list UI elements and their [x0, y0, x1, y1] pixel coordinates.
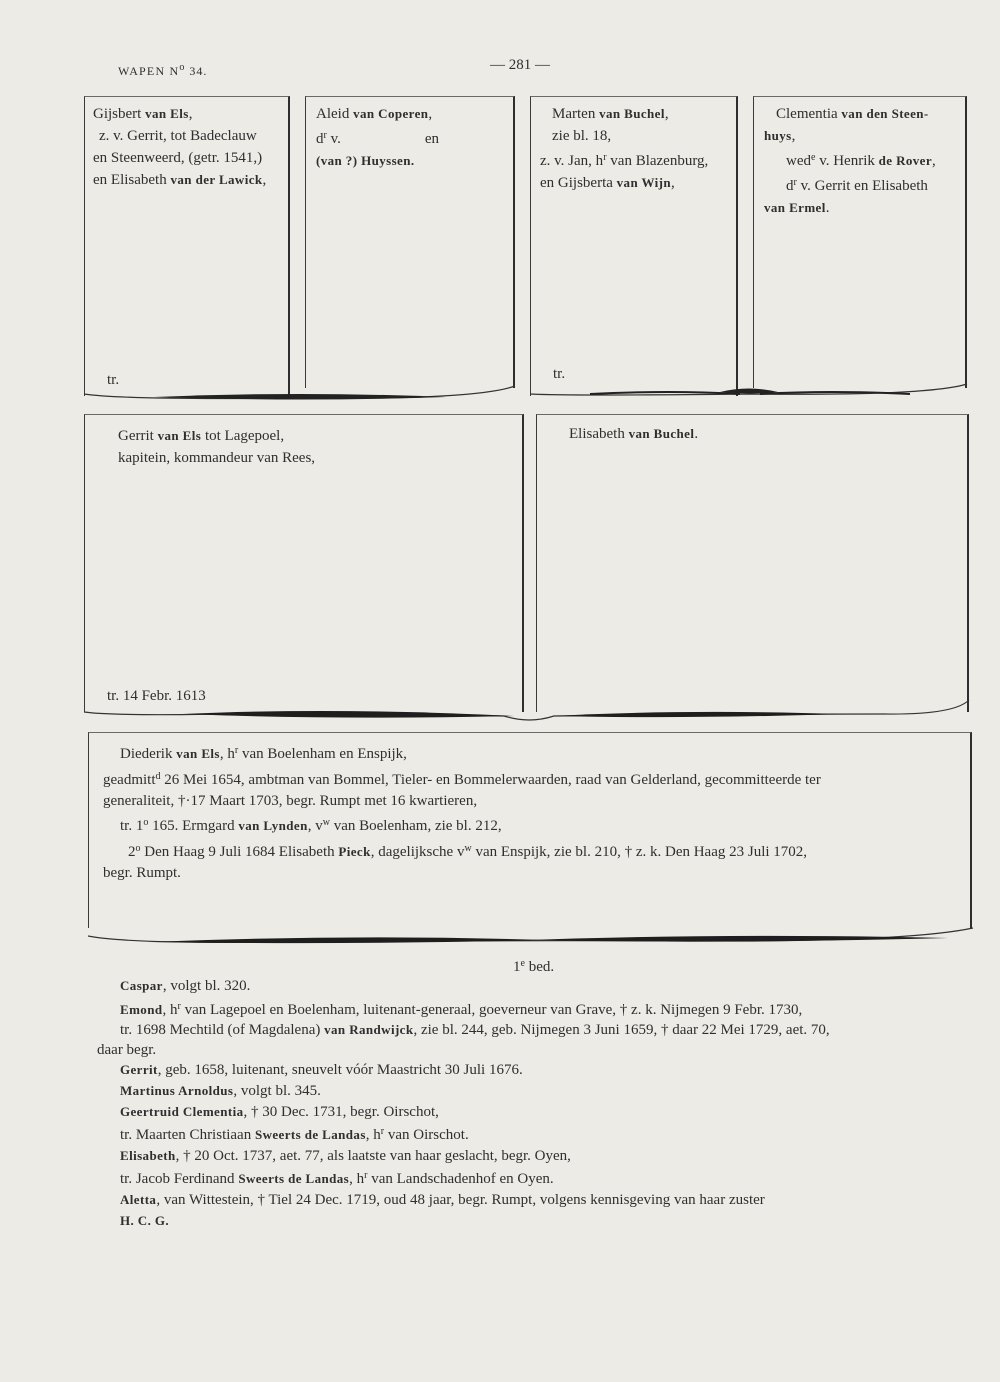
surname: Pieck [338, 844, 371, 859]
sup: r [603, 152, 607, 163]
text: Den Haag 9 Juli 1684 Elisabeth [140, 844, 339, 860]
text: . [694, 426, 699, 442]
text: van Enspijk, zie bl. 210, † z. k. Den Haag 23 Juli 1702, [471, 844, 808, 860]
marriage-label: tr. 14 Febr. 1613 [107, 688, 206, 704]
child-entry [103, 1060, 963, 1081]
surname: van den Steen- [841, 106, 929, 121]
line: begr. Rumpt. [103, 865, 181, 881]
line [93, 103, 288, 125]
child-name: Aletta [120, 1191, 157, 1207]
text: tr. 1698 Mechtild (of Magdalena) [120, 1022, 325, 1039]
sup: r [234, 745, 239, 756]
child-name: Gerrit [120, 1062, 158, 1078]
child-entry [103, 1146, 963, 1167]
line [103, 740, 963, 765]
text: Diederik [120, 746, 177, 762]
line [118, 425, 522, 447]
sup: e [811, 152, 816, 163]
marriage-label: tr. [553, 366, 566, 382]
line [764, 197, 965, 219]
line [764, 147, 965, 172]
parent-box-elisabeth [536, 414, 969, 712]
text: tr. Jacob Ferdinand [120, 1171, 239, 1188]
text: , † 20 Oct. 1737, aet. 77, als laatste van haar geslacht, begr. Oyen, [175, 1147, 571, 1164]
page-number: — 281 — [490, 57, 550, 73]
bracket-swoosh-diederik [88, 918, 974, 952]
signature-initials: H. C. G. [120, 1212, 170, 1228]
text: , [664, 106, 669, 122]
arms-label: WAPEN N [118, 64, 180, 78]
surname: van Lynden [238, 818, 308, 833]
line: z. v. Gerrit, tot Badeclauw [99, 128, 257, 144]
text: geadmitt [103, 772, 156, 788]
text: , zie bl. 244, geb. Nijmegen 3 Juni 1659, † daar 22 Mei 1729, aet. 70, [413, 1022, 830, 1039]
surname: Sweerts de Landas [238, 1171, 350, 1187]
sup: r [323, 130, 327, 141]
text: van Blazenburg, [606, 153, 709, 169]
line [103, 766, 963, 791]
text: , [671, 175, 675, 191]
surname: van Els [145, 106, 189, 121]
line: daar begr. [97, 1041, 157, 1058]
arms-number: 34. [185, 64, 208, 78]
text: , geb. 1658, luitenant, sneuvelt vóór Maastricht 30 Juli 1676. [157, 1062, 523, 1079]
text: , h [349, 1171, 365, 1188]
line [316, 150, 513, 172]
text: tot Lagepoel, [201, 428, 285, 444]
bracket-swoosh-parents [84, 696, 970, 728]
line [764, 172, 965, 197]
parent-box-gerrit [84, 414, 524, 712]
text: z. v. Jan, h [540, 153, 604, 169]
surname: van Buchel [599, 106, 665, 121]
line [540, 147, 736, 172]
text: v. [326, 131, 341, 147]
text: bed. [524, 959, 555, 975]
bracket-swoosh-right [530, 376, 968, 406]
ancestor-box-gijsbert [84, 96, 290, 396]
text: wed [786, 153, 811, 169]
text: , [188, 106, 193, 122]
line [103, 1020, 963, 1041]
child-entry [103, 976, 963, 997]
child-entry [103, 997, 963, 1021]
text: 2 [128, 844, 136, 860]
text: , [791, 128, 796, 144]
page-header-arms [118, 62, 207, 79]
surname: Huyssen. [361, 153, 415, 168]
text: (van ?) [316, 153, 362, 168]
line [569, 423, 967, 445]
text: , h [219, 746, 235, 762]
child-name: Geertruid Clementia [120, 1103, 244, 1119]
line [103, 812, 963, 837]
ancestor-box-marten [530, 96, 738, 396]
line [316, 103, 513, 125]
text: , dagelijksche v [370, 844, 465, 860]
text: , van Wittestein, † Tiel 24 Dec. 1719, oud 48 jaar, begr. Rumpt, volgens kennisgeving van haar zuster [156, 1191, 765, 1208]
text: , volgt bl. 345. [233, 1082, 321, 1099]
text: van Boelenham en Enspijk, [238, 746, 407, 762]
surname: van Coperen [353, 106, 429, 121]
surname: van der Lawick [170, 172, 263, 187]
arms-sup: o [179, 62, 186, 73]
surname: van Buchel [628, 426, 695, 441]
line [540, 172, 736, 194]
text: , [262, 172, 267, 188]
text: en [424, 131, 440, 147]
text: 165. Ermgard [148, 818, 239, 834]
surname: van Ermel [764, 200, 826, 215]
text: , [932, 153, 936, 169]
bed-heading [513, 958, 554, 976]
child-entry [103, 1081, 963, 1102]
text: , h [162, 1001, 178, 1018]
surname: van Wijn [616, 175, 672, 190]
line: generaliteit, †·17 Maart 1703, begr. Rumpt met 16 kwartieren, [103, 793, 478, 809]
bracket-swoosh-left [84, 380, 516, 410]
sup: w [322, 817, 330, 828]
text: en Gijsberta [540, 175, 617, 191]
sup: o [143, 817, 149, 828]
child-name: Emond [120, 1001, 163, 1017]
line [103, 1122, 963, 1146]
sup: o [135, 843, 141, 854]
child-name: Elisabeth [120, 1147, 176, 1163]
child-entry [103, 1102, 963, 1123]
line: zie bl. 18, [552, 128, 612, 144]
text: , † 30 Dec. 1731, begr. Oirschot, [243, 1103, 439, 1120]
text: , h [365, 1127, 381, 1144]
text: v. Henrik [815, 153, 879, 169]
text: van Landschadenhof en Oyen. [367, 1171, 554, 1188]
sup: d [155, 771, 161, 782]
sup: r [793, 177, 797, 188]
text: van Boelenham, zie bl. 212, [329, 818, 502, 834]
sup: w [464, 843, 472, 854]
text: Aleid [316, 106, 354, 122]
line [764, 125, 965, 147]
sup: r [177, 1000, 181, 1012]
line [93, 169, 288, 191]
child-name: Caspar [120, 978, 163, 993]
text: , [428, 106, 433, 122]
ancestor-box-clementia [753, 96, 967, 388]
text: v. Gerrit en Elisabeth [796, 178, 928, 194]
text: . [825, 200, 830, 216]
children-list [97, 976, 963, 1230]
line [540, 103, 736, 125]
text: 1 [513, 959, 521, 975]
sup: r [364, 1170, 368, 1182]
text: Clementia [776, 106, 842, 122]
sup: r [380, 1126, 385, 1138]
line [103, 838, 963, 863]
surname: de Rover [878, 153, 933, 168]
text: van Oirschot. [384, 1127, 469, 1144]
text: van Lagepoel en Boelenham, luitenant-generaal, goeverneur van Grave, † z. k. Nijmegen 9 Febr. 1730, [180, 1001, 803, 1018]
text: , v [307, 818, 323, 834]
child-name: Martinus Arnoldus [120, 1082, 234, 1098]
surname: Sweerts de Landas [254, 1127, 366, 1143]
text: tr. 1 [120, 818, 144, 834]
person-description-diederik [103, 740, 963, 884]
text: Marten [552, 106, 600, 122]
line [316, 125, 513, 150]
surname: van Els [176, 746, 220, 761]
text: en Elisabeth [93, 172, 171, 188]
line [764, 103, 965, 125]
text: Elisabeth [569, 426, 629, 442]
line: en Steenweerd, (getr. 1541,) [93, 150, 263, 166]
surname: van Els [157, 428, 202, 443]
text: Gerrit [118, 428, 158, 444]
surname: van Randwijck [324, 1022, 414, 1038]
text: 26 Mei 1654, ambtman van Bommel, Tieler- en Bommelerwaarden, raad van Gelderland, gecommitteerde ter [160, 772, 821, 788]
line [103, 1166, 963, 1190]
text: d [786, 178, 794, 194]
text: d [316, 131, 324, 147]
marriage-label: tr. [107, 372, 120, 388]
line: kapitein, kommandeur van Rees, [118, 450, 316, 466]
ancestor-box-aleid [305, 96, 515, 388]
surname: huys [764, 128, 792, 143]
sup: e [520, 958, 525, 969]
text: tr. Maarten Christiaan [120, 1127, 255, 1144]
text: , volgt bl. 320. [162, 978, 251, 994]
child-entry [103, 1190, 963, 1211]
text: Gijsbert [93, 106, 146, 122]
